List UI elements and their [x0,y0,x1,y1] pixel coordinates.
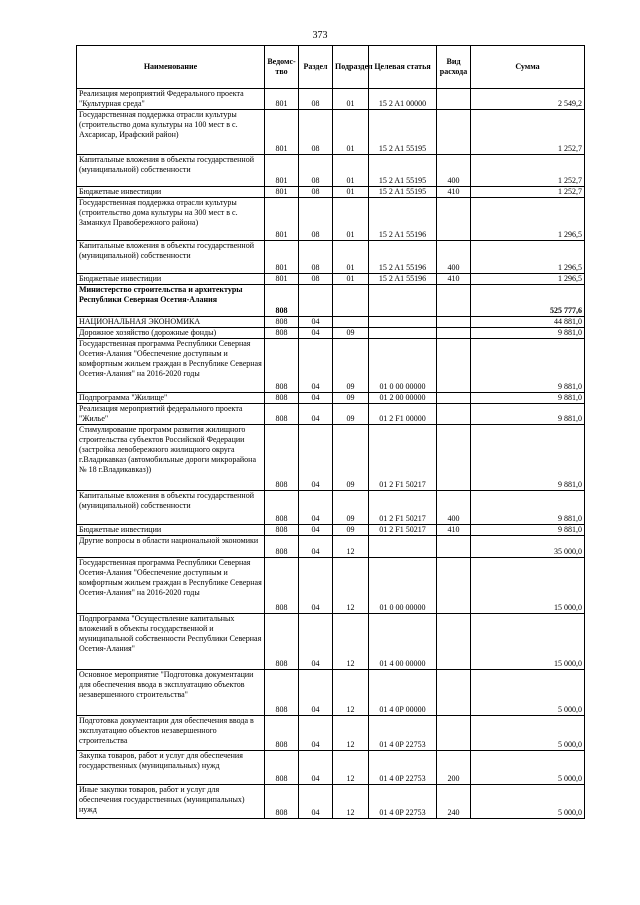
cell-celevaya-statya: 15 2 A1 55196 [369,198,437,241]
cell-name: Государственная поддержка отрасли культуры (строительство дома культуры на 300 мест в с. Заманкул Правобережного района) [77,198,265,241]
cell-name: Бюджетные инвестиции [77,525,265,536]
cell-celevaya-statya: 15 2 A1 55195 [369,155,437,187]
table-row [77,393,585,404]
cell-podrazdel: 01 [333,187,369,198]
cell-summa: 1 252,7 [471,155,585,187]
cell-summa: 5 000,0 [471,785,585,819]
cell-celevaya-statya: 01 4 0P 22753 [369,716,437,751]
table-row [77,198,585,241]
cell-vedomstvo: 808 [265,716,299,751]
cell-name: Дорожное хозяйство (дорожные фонды) [77,328,265,339]
cell-vedomstvo: 801 [265,89,299,110]
cell-podrazdel: 01 [333,155,369,187]
page-number: 373 [312,30,328,41]
cell-razdel: 04 [299,716,333,751]
cell-razdel: 04 [299,393,333,404]
cell-vid-rashoda [437,425,471,491]
cell-podrazdel: 12 [333,614,369,670]
cell-celevaya-statya: 01 4 0P 22753 [369,785,437,819]
table-row [77,285,585,317]
table-row [77,89,585,110]
header-podrazdel: Подраздел [333,46,369,89]
cell-vid-rashoda: 400 [437,241,471,274]
cell-podrazdel: 12 [333,785,369,819]
table-row [77,155,585,187]
cell-celevaya-statya [369,285,437,317]
cell-summa: 2 549,2 [471,89,585,110]
cell-vedomstvo: 808 [265,404,299,425]
cell-name: Государственная программа Республики Северная Осетия-Алания "Обеспечение доступным и комфортным жильем граждан в Республике Северная Осетия-Алания" на 2016-2020 годы [77,558,265,614]
cell-celevaya-statya: 01 2 F1 50217 [369,425,437,491]
cell-celevaya-statya: 01 0 00 00000 [369,339,437,393]
cell-podrazdel: 09 [333,339,369,393]
table-row [77,339,585,393]
cell-podrazdel: 12 [333,536,369,558]
cell-razdel: 04 [299,525,333,536]
cell-vedomstvo: 808 [265,339,299,393]
cell-name: Иные закупки товаров, работ и услуг для обеспечения государственных (муниципальных) нужд [77,785,265,819]
cell-summa: 1 252,7 [471,187,585,198]
cell-vedomstvo: 801 [265,198,299,241]
cell-celevaya-statya: 15 2 A1 55196 [369,274,437,285]
cell-vid-rashoda [437,339,471,393]
cell-razdel: 04 [299,670,333,716]
table-row [77,187,585,198]
cell-vedomstvo: 808 [265,670,299,716]
cell-name: Подготовка документации для обеспечения ввода в эксплуатацию объектов незавершенного строительства [77,716,265,751]
cell-vid-rashoda [437,404,471,425]
cell-celevaya-statya: 01 2 F1 50217 [369,491,437,525]
cell-name: Капитальные вложения в объекты государственной (муниципальной) собственности [77,155,265,187]
table-body [77,89,585,819]
cell-vid-rashoda [437,285,471,317]
cell-celevaya-statya: 01 2 00 00000 [369,393,437,404]
cell-summa: 9 881,0 [471,339,585,393]
cell-summa: 5 000,0 [471,716,585,751]
cell-vedomstvo: 808 [265,785,299,819]
cell-name: Реализация мероприятий федерального проекта "Жилье" [77,404,265,425]
cell-vedomstvo: 808 [265,393,299,404]
cell-summa: 9 881,0 [471,328,585,339]
cell-vid-rashoda: 400 [437,155,471,187]
table-row [77,328,585,339]
table-row [77,536,585,558]
cell-razdel: 08 [299,241,333,274]
table-row [77,110,585,155]
cell-vid-rashoda: 200 [437,751,471,785]
cell-vid-rashoda [437,393,471,404]
cell-vid-rashoda: 400 [437,491,471,525]
cell-celevaya-statya: 01 4 00 00000 [369,614,437,670]
cell-summa: 15 000,0 [471,614,585,670]
cell-name: Бюджетные инвестиции [77,274,265,285]
cell-podrazdel [333,285,369,317]
cell-summa: 9 881,0 [471,491,585,525]
cell-razdel: 08 [299,187,333,198]
cell-celevaya-statya: 15 2 A1 55195 [369,110,437,155]
cell-razdel: 08 [299,274,333,285]
cell-podrazdel: 09 [333,491,369,525]
cell-celevaya-statya [369,536,437,558]
cell-vedomstvo: 808 [265,285,299,317]
cell-podrazdel: 09 [333,328,369,339]
table-row [77,751,585,785]
cell-vedomstvo: 808 [265,536,299,558]
table-row [77,274,585,285]
cell-summa: 9 881,0 [471,393,585,404]
cell-vedomstvo: 808 [265,491,299,525]
cell-podrazdel: 01 [333,241,369,274]
cell-vid-rashoda: 410 [437,274,471,285]
table-row [77,614,585,670]
cell-celevaya-statya: 15 2 A1 00000 [369,89,437,110]
cell-razdel: 04 [299,785,333,819]
table-row [77,558,585,614]
cell-podrazdel: 12 [333,716,369,751]
cell-summa: 5 000,0 [471,670,585,716]
cell-vedomstvo: 808 [265,751,299,785]
cell-vid-rashoda: 410 [437,187,471,198]
cell-vid-rashoda [437,317,471,328]
cell-name: Подпрограмма "Жилище" [77,393,265,404]
cell-name: Капитальные вложения в объекты государственной (муниципальной) собственности [77,491,265,525]
cell-name: Основное мероприятие "Подготовка документации для обеспечения ввода в эксплуатацию объектов незавершенного строительства" [77,670,265,716]
cell-vedomstvo: 808 [265,614,299,670]
table-row [77,241,585,274]
cell-vedomstvo: 801 [265,110,299,155]
table-header-row [77,46,585,89]
cell-razdel: 04 [299,425,333,491]
header-summa: Сумма [471,46,585,89]
cell-celevaya-statya: 15 2 A1 55195 [369,187,437,198]
cell-summa: 9 881,0 [471,525,585,536]
cell-podrazdel: 01 [333,198,369,241]
header-celevaya-statya: Целевая статья [369,46,437,89]
cell-podrazdel: 09 [333,404,369,425]
cell-vid-rashoda [437,614,471,670]
cell-podrazdel: 12 [333,558,369,614]
cell-vedomstvo: 808 [265,558,299,614]
cell-name: Государственная поддержка отрасли культуры (строительство дома культуры на 100 мест в с. Ахсарисар, Ирафский район) [77,110,265,155]
cell-razdel: 04 [299,614,333,670]
cell-razdel: 08 [299,198,333,241]
cell-razdel: 08 [299,110,333,155]
cell-vid-rashoda [437,670,471,716]
cell-podrazdel: 09 [333,393,369,404]
cell-vid-rashoda [437,536,471,558]
header-vid-rashoda: Вид расхода [437,46,471,89]
cell-razdel: 04 [299,404,333,425]
table-row [77,785,585,819]
cell-summa: 15 000,0 [471,558,585,614]
cell-summa: 9 881,0 [471,425,585,491]
table-row [77,317,585,328]
table-row [77,716,585,751]
cell-razdel: 04 [299,491,333,525]
cell-celevaya-statya: 01 4 0P 00000 [369,670,437,716]
cell-razdel: 08 [299,89,333,110]
cell-summa: 44 881,0 [471,317,585,328]
cell-vedomstvo: 801 [265,187,299,198]
cell-vid-rashoda [437,110,471,155]
cell-name: Закупка товаров, работ и услуг для обеспечения государственных (муниципальных) нужд [77,751,265,785]
cell-razdel: 04 [299,317,333,328]
cell-vedomstvo: 808 [265,425,299,491]
cell-vedomstvo: 808 [265,525,299,536]
cell-podrazdel: 12 [333,751,369,785]
cell-name: Министерство строительства и архитектуры Республики Северная Осетия-Алания [77,285,265,317]
cell-celevaya-statya: 01 4 0P 22753 [369,751,437,785]
cell-summa: 5 000,0 [471,751,585,785]
cell-summa: 9 881,0 [471,404,585,425]
cell-celevaya-statya: 15 2 A1 55196 [369,241,437,274]
cell-podrazdel: 09 [333,425,369,491]
cell-vid-rashoda [437,198,471,241]
cell-podrazdel: 09 [333,525,369,536]
cell-vid-rashoda [437,89,471,110]
cell-razdel [299,285,333,317]
budget-table [76,45,585,819]
cell-vid-rashoda [437,558,471,614]
cell-name: НАЦИОНАЛЬНАЯ ЭКОНОМИКА [77,317,265,328]
header-vedomstvo: Ведомс-тво [265,46,299,89]
header-razdel: Раздел [299,46,333,89]
cell-razdel: 04 [299,558,333,614]
cell-name: Другие вопросы в области национальной экономики [77,536,265,558]
cell-razdel: 04 [299,339,333,393]
cell-summa: 525 777,6 [471,285,585,317]
cell-summa: 35 000,0 [471,536,585,558]
cell-celevaya-statya [369,317,437,328]
cell-podrazdel: 01 [333,274,369,285]
cell-summa: 1 296,5 [471,241,585,274]
header-name: Наименование [77,46,265,89]
cell-celevaya-statya [369,328,437,339]
cell-name: Государственная программа Республики Северная Осетия-Алания "Обеспечение доступным и комфортным жильем граждан в Республике Северная Осетия-Алания" на 2016-2020 годы [77,339,265,393]
cell-vid-rashoda: 410 [437,525,471,536]
cell-vedomstvo: 801 [265,155,299,187]
cell-celevaya-statya: 01 2 F1 50217 [369,525,437,536]
cell-podrazdel: 01 [333,89,369,110]
cell-razdel: 04 [299,751,333,785]
cell-name: Стимулирование программ развития жилищного строительства субъектов Российской Федерации (застройка левобережного жилищного округа г.Владикавказ (автомобильные дороги микрорайона № 18 г.Владикавказ)) [77,425,265,491]
cell-razdel: 04 [299,328,333,339]
cell-name: Капитальные вложения в объекты государственной (муниципальной) собственности [77,241,265,274]
table-row [77,670,585,716]
cell-name: Подпрограмма "Осуществление капитальных вложений в объекты государственной и муниципальной собственности Республики Северная Осетия-Алания" [77,614,265,670]
cell-razdel: 08 [299,155,333,187]
cell-name: Бюджетные инвестиции [77,187,265,198]
cell-summa: 1 296,5 [471,274,585,285]
cell-vid-rashoda [437,328,471,339]
table-row [77,425,585,491]
cell-celevaya-statya: 01 0 00 00000 [369,558,437,614]
cell-razdel: 04 [299,536,333,558]
cell-summa: 1 252,7 [471,110,585,155]
cell-vid-rashoda [437,716,471,751]
cell-podrazdel: 12 [333,670,369,716]
table-row [77,525,585,536]
cell-vedomstvo: 801 [265,274,299,285]
cell-celevaya-statya: 01 2 F1 00000 [369,404,437,425]
cell-vid-rashoda: 240 [437,785,471,819]
cell-podrazdel [333,317,369,328]
cell-vedomstvo: 801 [265,241,299,274]
cell-name: Реализация мероприятий Федерального проекта "Культурная среда" [77,89,265,110]
table-row [77,491,585,525]
table-row [77,404,585,425]
cell-vedomstvo: 808 [265,317,299,328]
cell-summa: 1 296,5 [471,198,585,241]
cell-vedomstvo: 808 [265,328,299,339]
cell-podrazdel: 01 [333,110,369,155]
